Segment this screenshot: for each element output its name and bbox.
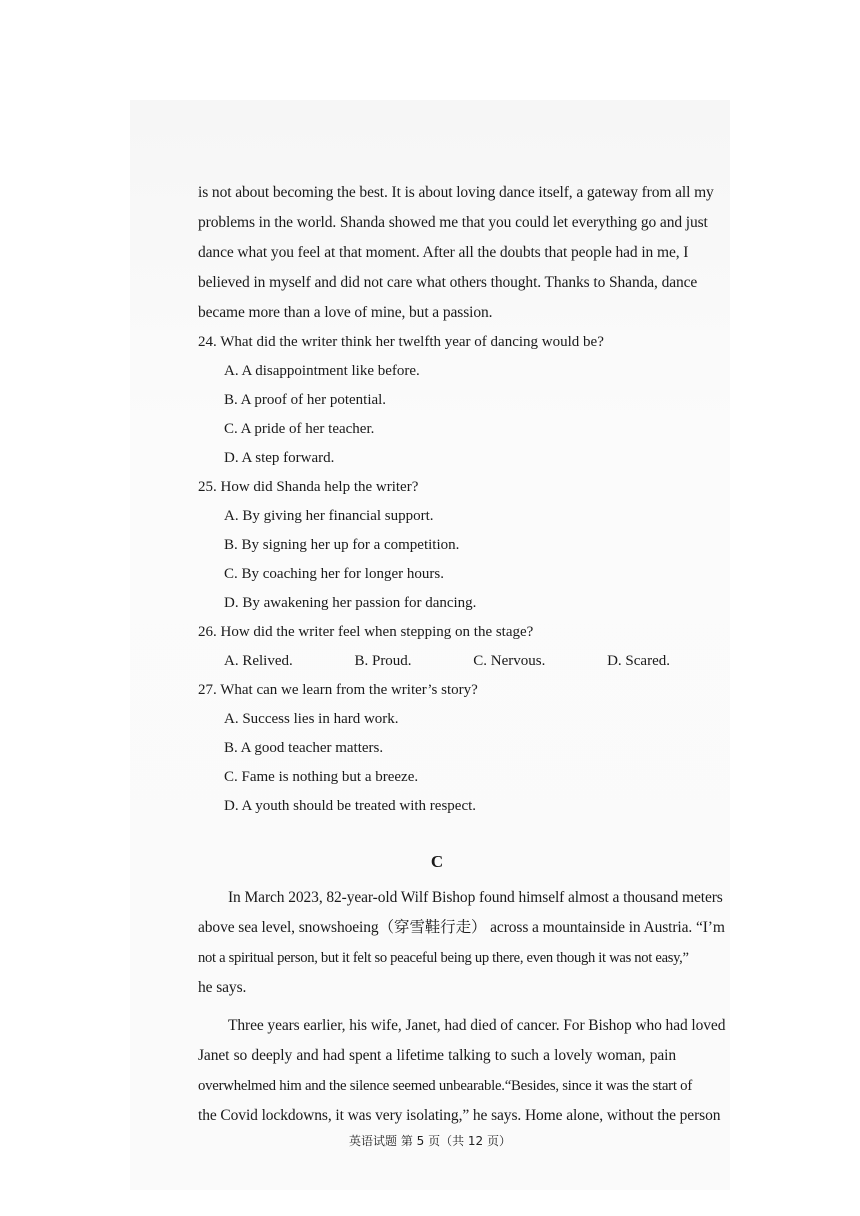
option-d: D. A youth should be treated with respect.: [224, 798, 477, 814]
option-b: B. Proud.: [354, 653, 412, 669]
passage-line: Three years earlier, his wife, Janet, had died of cancer. For Bishop who had loved: [228, 1017, 726, 1034]
page-footer: 英语试题 第 5 页（共 12 页）: [349, 1134, 511, 1148]
question-stem: 26. How did the writer feel when stepping on the stage?: [198, 624, 534, 640]
passage-line: dance what you feel at that moment. After all the doubts that people had in me, I: [198, 244, 689, 261]
passage-line: believed in myself and did not care what others thought. Thanks to Shanda, dance: [198, 274, 698, 291]
passage-line: above sea level, snowshoeing（穿雪鞋行走） across a mountainside in Austria. “I’m: [198, 919, 725, 936]
passage-line: is not about becoming the best. It is about loving dance itself, a gateway from all my: [198, 184, 714, 201]
passage-line: he says.: [198, 979, 247, 996]
option-c: C. By coaching her for longer hours.: [224, 566, 444, 582]
option-b: B. By signing her up for a competition.: [224, 537, 460, 553]
option-c: C. Nervous.: [473, 653, 546, 669]
passage-line: Janet so deeply and had spent a lifetime talking to such a lovely woman, pain: [198, 1047, 676, 1064]
option-a: A. By giving her financial support.: [224, 508, 434, 524]
section-c-paragraph-1: [198, 883, 725, 1003]
section-c-title: C: [430, 852, 444, 871]
passage-line: became more than a love of mine, but a passion.: [198, 304, 493, 321]
page-content: [198, 178, 726, 1131]
option-a: A. Success lies in hard work.: [224, 711, 399, 727]
option-c: C. Fame is nothing but a breeze.: [224, 769, 419, 785]
option-d: D. A step forward.: [224, 450, 335, 466]
option-d: D. Scared.: [607, 653, 670, 669]
question-26: [198, 618, 676, 676]
option-a: A. Relived.: [224, 653, 293, 669]
question-stem: 27. What can we learn from the writer’s story?: [198, 682, 478, 698]
passage-line: not a spiritual person, but it felt so peaceful being up there, even though it was not easy,”: [198, 950, 689, 966]
question-24: [198, 328, 676, 473]
option-b: B. A good teacher matters.: [224, 740, 384, 756]
option-b: B. A proof of her potential.: [224, 392, 387, 408]
question-stem: 25. How did Shanda help the writer?: [198, 479, 419, 495]
passage-line: overwhelmed him and the silence seemed unbearable.“Besides, since it was the start of: [198, 1078, 692, 1094]
option-a: A. A disappointment like before.: [224, 363, 420, 379]
passage-line: In March 2023, 82-year-old Wilf Bishop found himself almost a thousand meters: [228, 889, 723, 906]
option-c: C. A pride of her teacher.: [224, 421, 375, 437]
passage-line: problems in the world. Shanda showed me that you could let everything go and just: [198, 214, 708, 231]
section-c-paragraph-2: [198, 1011, 726, 1131]
question-27: [198, 676, 676, 821]
question-stem: 24. What did the writer think her twelfth year of dancing would be?: [198, 334, 604, 350]
passage-line: the Covid lockdowns, it was very isolating,” he says. Home alone, without the person: [198, 1107, 721, 1124]
question-25: [198, 473, 676, 618]
option-d: D. By awakening her passion for dancing.: [224, 595, 477, 611]
passage-b-ending: [198, 178, 714, 328]
options-row: [198, 647, 676, 676]
